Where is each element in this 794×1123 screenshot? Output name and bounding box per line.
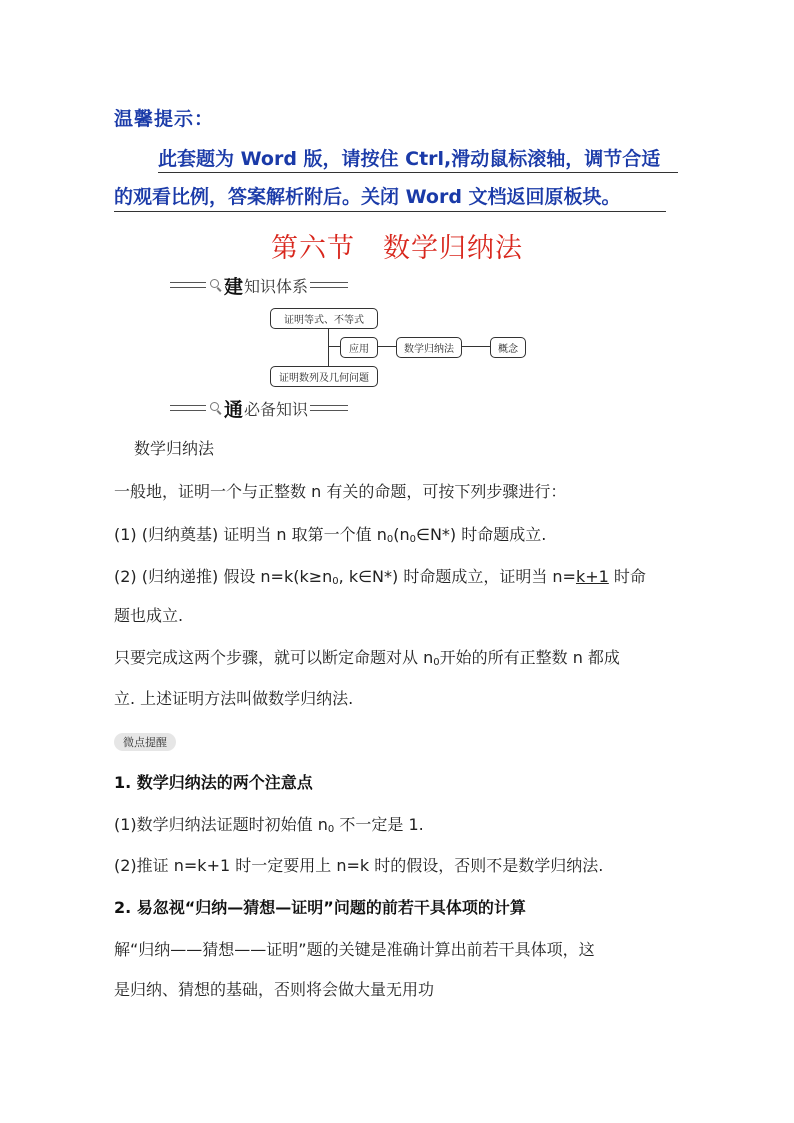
tips-badge: 微点提醒	[114, 733, 176, 751]
section-title: 第六节 数学归纳法	[271, 233, 523, 264]
step-2-continued: 题也成立.	[114, 606, 184, 625]
double-rule-right	[310, 405, 348, 411]
underlined-term: k+1	[575, 567, 609, 586]
tip-line-1: 此套题为 Word 版，请按住 Ctrl,滑动鼠标滚轴，调节合适	[158, 148, 661, 170]
essential-knowledge-header	[170, 395, 348, 421]
subscript: 0	[409, 534, 417, 545]
note-1-title: 1. 数学归纳法的两个注意点	[114, 773, 313, 792]
diagram-box-application: 应用	[340, 337, 378, 358]
tip-underline-2	[114, 211, 666, 212]
diagram-box-concept: 概念	[490, 337, 526, 358]
subscript: 0	[327, 824, 335, 835]
header-glyph: 建	[224, 275, 244, 298]
diagram-box-equations: 证明等式、不等式	[270, 308, 378, 329]
note-1-item-b: (2)推证 n=k+1 时一定要用上 n=k 时的假设，否则不是数学归纳法.	[114, 856, 604, 875]
note-text-end: 不一定是 1.	[334, 815, 424, 834]
step-2	[114, 567, 646, 592]
header-label: 知识体系	[244, 276, 309, 296]
connector-application-induction	[377, 346, 396, 347]
note-2-line-1: 解“归纳——猜想——证明”题的关键是准确计算出前若干具体项，这	[114, 940, 595, 959]
tip-title: 温馨提示：	[114, 108, 215, 130]
subscript: 0	[433, 657, 440, 668]
conclusion-text-end: 开始的所有正整数 n 都成	[439, 648, 620, 667]
tip-line-2: 的观看比例，答案解析附后。关闭 Word 文档返回原板块。	[114, 186, 621, 208]
magnifier-icon	[210, 402, 222, 414]
step-2-text-end: 时命	[608, 567, 646, 586]
connector-to-application	[328, 346, 340, 347]
subscript: 0	[332, 576, 339, 587]
header-glyph: 通	[224, 398, 244, 421]
paragraph-conclusion	[114, 648, 620, 673]
subscript: 0	[386, 534, 394, 545]
conclusion-text: 只要完成这两个步骤，就可以断定命题对从 n	[114, 648, 434, 667]
note-1-item-a	[114, 815, 424, 840]
note-text: (1)数学归纳法证题时初始值 n	[114, 815, 328, 834]
step-2-text: (2) (归纳递推) 假设 n=k(k≥n	[114, 567, 333, 586]
double-rule-right	[310, 282, 348, 288]
knowledge-system-header	[170, 272, 348, 298]
connector-vertical	[328, 328, 329, 366]
step-2-text-mid: , k∈N*) 时命题成立，证明当 n=	[338, 567, 576, 586]
note-2-title: 2. 易忽视“归纳—猜想—证明”问题的前若干具体项的计算	[114, 898, 526, 917]
paragraph-intro: 一般地，证明一个与正整数 n 有关的命题，可按下列步骤进行：	[114, 482, 567, 501]
content-heading: 数学归纳法	[134, 439, 215, 458]
step-1-text: (1) (归纳奠基) 证明当 n 取第一个值 n	[114, 525, 387, 544]
magnifier-icon	[210, 279, 222, 291]
step-1-text-end: ∈N*) 时命题成立.	[416, 525, 547, 544]
tip-underline-1	[158, 172, 678, 173]
step-1-text-mid: (n	[393, 525, 410, 544]
connector-induction-concept	[461, 346, 490, 347]
note-2-line-2: 是归纳、猜想的基础，否则将会做大量无用功	[114, 980, 435, 999]
diagram-box-induction: 数学归纳法	[396, 337, 462, 358]
header-label: 必备知识	[244, 399, 309, 419]
paragraph-conclusion-continued: 立. 上述证明方法叫做数学归纳法.	[114, 689, 354, 708]
double-rule-left	[170, 405, 206, 411]
double-rule-left	[170, 282, 206, 288]
step-1	[114, 525, 546, 550]
diagram-box-sequences: 证明数列及几何问题	[270, 366, 378, 387]
